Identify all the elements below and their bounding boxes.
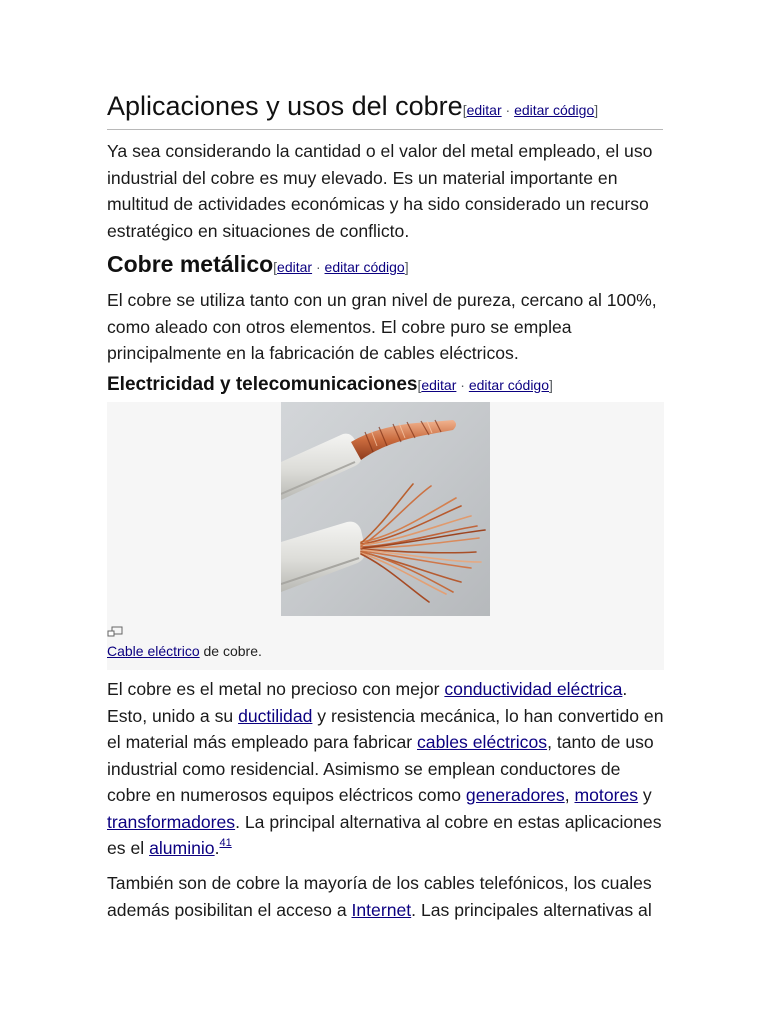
- para-text: , tanto de uso industrial como residencial. Asimismo se emplean conductores de cobre en numerosos equipos eléctricos como: [107, 732, 654, 805]
- link-generadores[interactable]: generadores: [465, 785, 565, 805]
- subsection-title: Cobre metálico: [107, 251, 274, 277]
- para-text: . Esto, unido a su: [107, 679, 628, 726]
- link-ductilidad[interactable]: ductilidad: [238, 705, 313, 726]
- enlarge-icon[interactable]: [107, 626, 123, 638]
- reference-41[interactable]: 41: [219, 837, 232, 849]
- edit-separator: ·: [312, 259, 325, 275]
- cobre-paragraph: El cobre se utiliza tanto con un gran nivel de pureza, cercano al 100%, como aleado con otros elementos. El cobre puro se emplea principalmente en la fabricación de cables eléctricos.: [107, 290, 657, 363]
- intro-paragraph: Ya sea considerando la cantidad o el valor del metal empleado, el uso industrial del cobre es muy elevado. Es un material importante en multitud de actividades económicas y ha sido considerado un recurso estratégico en situaciones de conflicto.: [107, 141, 653, 241]
- para-text: .: [214, 838, 220, 858]
- para-text: y: [638, 785, 652, 805]
- link-aluminio[interactable]: aluminio: [149, 838, 215, 858]
- edit-link[interactable]: editar: [277, 259, 313, 275]
- edit-bracket-open: [: [462, 102, 467, 118]
- edit-code-link[interactable]: editar código: [514, 102, 595, 118]
- caption-text: de cobre.: [199, 643, 262, 659]
- edit-link[interactable]: editar: [421, 377, 457, 393]
- caption-link[interactable]: Cable eléctrico: [107, 643, 200, 659]
- link-conductividad[interactable]: conductividad eléctrica: [444, 679, 623, 699]
- subsection-heading: [107, 248, 409, 283]
- copper-cable-photo[interactable]: [281, 402, 490, 616]
- link-internet[interactable]: Internet: [351, 899, 412, 920]
- link-cables-electricos[interactable]: cables eléctricos: [417, 732, 548, 752]
- edit-code-link[interactable]: editar código: [468, 377, 550, 393]
- edit-bracket-close: ]: [404, 259, 409, 275]
- edit-bracket-close: ]: [594, 102, 599, 118]
- subsubsection-heading: [107, 371, 553, 399]
- para-text: . Las principales alternativas al: [411, 899, 652, 920]
- edit-code-link[interactable]: editar código: [324, 259, 405, 275]
- telecom-paragraph: [107, 870, 667, 923]
- link-transformadores[interactable]: transformadores: [107, 811, 236, 832]
- subsubsection-title: Electricidad y telecomunicaciones: [107, 374, 418, 395]
- edit-link[interactable]: editar: [466, 102, 502, 118]
- link-motores[interactable]: motores: [574, 785, 639, 805]
- edit-bracket-open: [: [273, 259, 278, 275]
- section-heading: [107, 88, 663, 130]
- para-text: También son de cobre la mayoría de los cables telefónicos, los cuales además posibilitan el acceso a: [107, 873, 652, 920]
- para-text: El cobre es el metal no precioso con mejor: [107, 679, 445, 699]
- electricity-paragraph: [107, 676, 667, 862]
- para-text: ,: [564, 785, 575, 805]
- edit-separator: ·: [501, 102, 515, 118]
- section-title: Aplicaciones y usos del cobre: [107, 91, 463, 121]
- edit-separator: ·: [456, 377, 469, 393]
- para-text: . La principal alternativa al cobre en estas aplicaciones es el: [107, 811, 662, 858]
- subsubsection-edit-links: [417, 377, 552, 393]
- section-edit-links: [463, 102, 598, 118]
- edit-bracket-open: [: [417, 377, 422, 393]
- figure-thumbnail: [107, 402, 664, 670]
- para-text: y resistencia mecánica, lo han convertido en el material más empleado para fabricar: [107, 705, 664, 752]
- subsection-edit-links: [273, 259, 408, 275]
- figure-caption: [107, 642, 262, 660]
- edit-bracket-close: ]: [549, 377, 553, 393]
